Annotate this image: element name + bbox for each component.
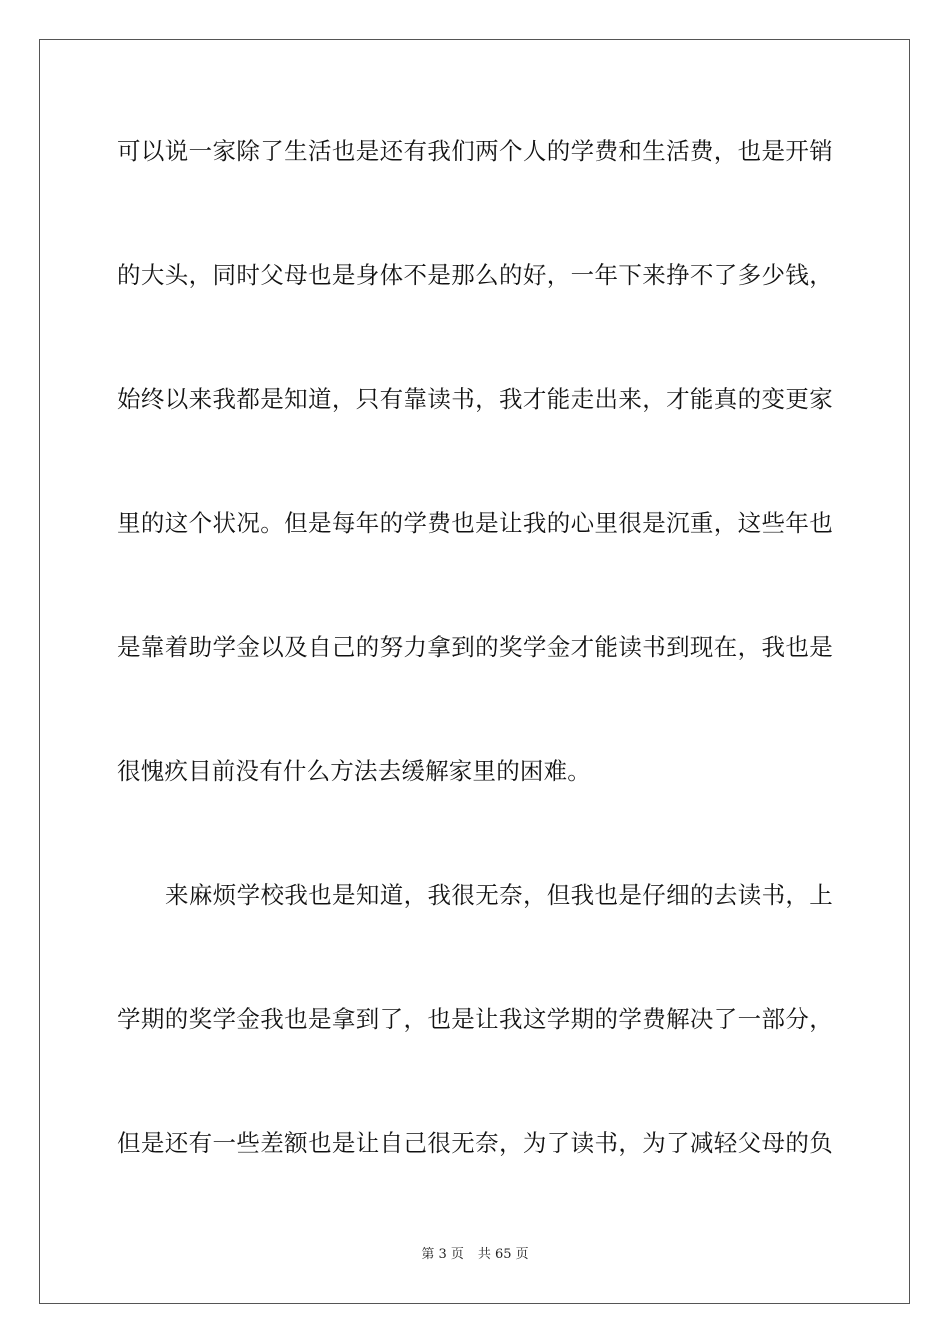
- body-text-line: 里的这个状况。但是每年的学费也是让我的心里很是沉重，这些年也: [117, 509, 833, 537]
- total-pages: 共 65 页: [477, 1247, 529, 1262]
- body-text-line: 很愧疚目前没有什么方法去缓解家里的困难。: [117, 757, 591, 785]
- page-border: [39, 39, 910, 1304]
- paragraph-first-line: 来麻烦学校我也是知道，我很无奈，但我也是仔细的去读书，上: [165, 881, 833, 909]
- body-text-line: 是靠着助学金以及自己的努力拿到的奖学金才能读书到现在，我也是: [117, 633, 833, 661]
- body-text-line: 学期的奖学金我也是拿到了，也是让我这学期的学费解决了一部分，: [117, 1005, 833, 1033]
- body-text-line: 的大头，同时父母也是身体不是那么的好，一年下来挣不了多少钱，: [117, 261, 833, 289]
- body-text-line: 始终以来我都是知道，只有靠读书，我才能走出来，才能真的变更家: [117, 385, 833, 413]
- body-text-line: 可以说一家除了生活也是还有我们两个人的学费和生活费，也是开销: [117, 137, 833, 165]
- page-footer: [0, 1246, 950, 1264]
- page-number: 第 3 页: [421, 1247, 464, 1262]
- body-text-line: 但是还有一些差额也是让自己很无奈，为了读书，为了减轻父母的负: [117, 1129, 833, 1157]
